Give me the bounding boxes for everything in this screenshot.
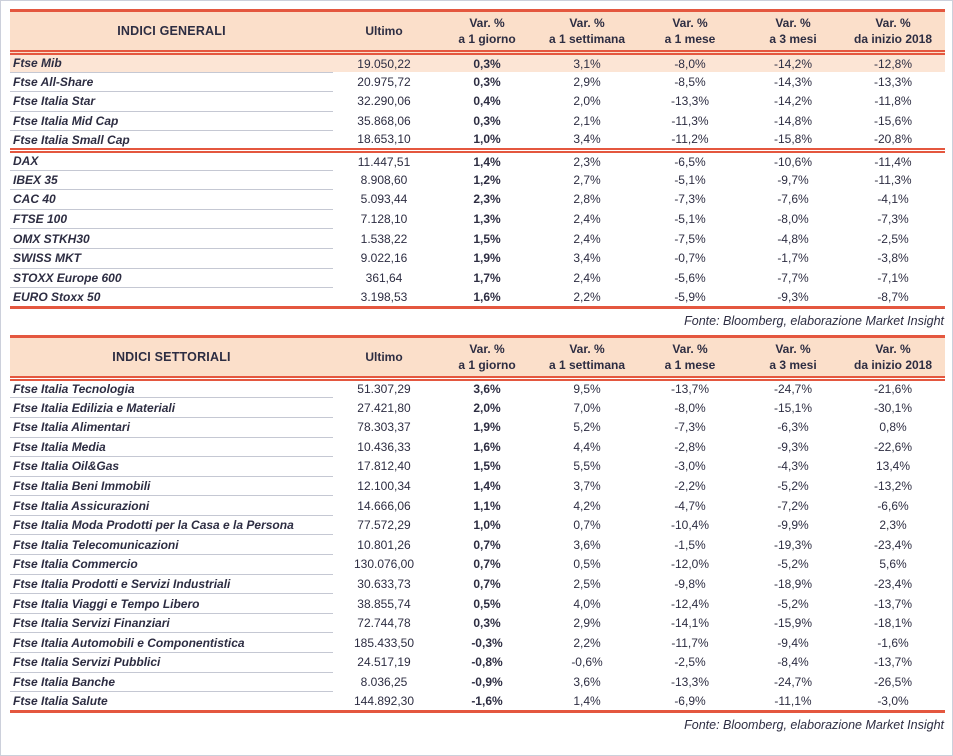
- var-1-giorno-cell: -0,8%: [471, 655, 503, 670]
- var-inizio-2018-cell: -7,3%: [877, 212, 909, 227]
- var-inizio-2018-cell: -11,3%: [874, 172, 912, 187]
- column-header-line1: Var. %: [775, 341, 811, 356]
- table-row: [10, 476, 945, 496]
- index-name-cell: CAC 40: [10, 190, 333, 210]
- var-1-settimana-cell: 0,7%: [573, 518, 601, 533]
- var-3-mesi-cell: -5,2%: [777, 557, 809, 572]
- var-1-giorno-cell: 0,5%: [473, 596, 501, 611]
- var-1-settimana-cell: 2,2%: [573, 289, 601, 304]
- var-1-mese-cell: -6,9%: [674, 693, 706, 708]
- ultimo-value-cell: 72.744,78: [357, 616, 411, 631]
- var-1-mese-cell: -13,3%: [670, 674, 710, 689]
- var-1-giorno-cell: 1,4%: [473, 478, 501, 493]
- table-row: [10, 131, 945, 151]
- ultimo-value-cell: 10.436,33: [357, 439, 411, 454]
- var-1-settimana-cell: 2,4%: [573, 231, 601, 246]
- var-1-mese-cell: -4,7%: [674, 498, 706, 513]
- var-inizio-2018-cell: 13,4%: [875, 459, 911, 474]
- indici-generali-table: [10, 9, 945, 309]
- column-header-var-1-mese: [635, 336, 745, 378]
- table-row: [10, 288, 945, 308]
- table-row: [10, 613, 945, 633]
- ultimo-value-cell: 18.653,10: [357, 132, 411, 147]
- var-inizio-2018-cell: 2,3%: [879, 518, 907, 533]
- var-1-giorno-cell: 1,5%: [473, 231, 501, 246]
- column-header-line2: a 1 settimana: [548, 32, 626, 46]
- table-row: [10, 248, 945, 268]
- var-3-mesi-cell: -9,3%: [777, 439, 809, 454]
- var-1-mese-cell: -5,9%: [674, 289, 706, 304]
- table-row: [10, 72, 945, 92]
- var-1-settimana-cell: 7,0%: [573, 400, 601, 415]
- ultimo-value-cell: 361,64: [365, 270, 403, 285]
- var-inizio-2018-cell: -30,1%: [873, 400, 913, 415]
- var-1-giorno-cell: -1,6%: [471, 693, 503, 708]
- var-1-settimana-cell: 2,8%: [573, 192, 601, 207]
- ultimo-value-cell: 144.892,30: [353, 693, 415, 708]
- table-row: [10, 594, 945, 614]
- var-inizio-2018-cell: -13,7%: [873, 655, 913, 670]
- table-title-indici-generali: INDICI GENERALI: [10, 11, 333, 53]
- index-name-cell: Ftse Italia Commercio: [10, 555, 333, 575]
- indici-settoriali-table: [10, 335, 945, 713]
- var-inizio-2018-cell: -3,0%: [877, 693, 909, 708]
- index-name-cell: Ftse Italia Star: [10, 92, 333, 112]
- var-1-giorno-cell: 2,0%: [473, 400, 501, 415]
- var-1-giorno-cell: 1,7%: [473, 270, 501, 285]
- var-1-settimana-cell: 2,5%: [573, 576, 601, 591]
- table-row: [10, 437, 945, 457]
- var-1-settimana-cell: 3,7%: [573, 478, 601, 493]
- var-1-mese-cell: -8,5%: [674, 74, 706, 89]
- column-header-ultimo: Ultimo: [333, 11, 435, 53]
- table-row: [10, 111, 945, 131]
- var-1-giorno-cell: 1,2%: [473, 172, 501, 187]
- var-3-mesi-cell: -24,7%: [773, 674, 813, 689]
- index-name-cell: Ftse Italia Small Cap: [13, 132, 130, 147]
- var-3-mesi-cell: -9,9%: [777, 518, 809, 533]
- var-1-settimana-cell: 3,4%: [573, 132, 601, 147]
- var-1-settimana-cell: 2,2%: [573, 635, 601, 650]
- ultimo-value-cell: 78.303,37: [357, 420, 411, 435]
- var-3-mesi-cell: -15,8%: [773, 132, 813, 147]
- var-1-giorno-cell: -0,9%: [471, 674, 503, 689]
- var-1-mese-cell: -3,0%: [674, 459, 706, 474]
- column-header-line2: a 3 mesi: [769, 357, 817, 372]
- var-1-mese-cell: -2,8%: [674, 439, 706, 454]
- var-1-settimana-cell: 1,4%: [573, 693, 601, 708]
- table-row: [10, 53, 945, 73]
- var-3-mesi-cell: -14,8%: [773, 114, 813, 129]
- var-1-giorno-cell: 3,6%: [473, 382, 501, 397]
- sector-indices-group: [10, 378, 945, 711]
- column-header-ultimo: Ultimo: [333, 336, 435, 378]
- column-header-line1: Var. %: [672, 341, 708, 356]
- table-row: [10, 170, 945, 190]
- index-name-cell: OMX STKH30: [10, 229, 333, 249]
- index-name-cell: Ftse Italia Viaggi e Tempo Libero: [10, 594, 333, 614]
- ultimo-value-cell: 9.022,16: [360, 251, 408, 266]
- ultimo-value-cell: 27.421,80: [357, 400, 411, 415]
- var-inizio-2018-cell: -13,7%: [873, 596, 913, 611]
- var-3-mesi-cell: -7,6%: [777, 192, 809, 207]
- var-1-mese-cell: -11,7%: [671, 635, 709, 650]
- column-header-line2: da inizio 2018: [853, 32, 933, 46]
- var-3-mesi-cell: -5,2%: [777, 596, 809, 611]
- var-1-settimana-cell: 2,0%: [573, 94, 601, 109]
- var-1-settimana-cell: 2,1%: [573, 114, 601, 129]
- table-row: [10, 92, 945, 112]
- var-1-settimana-cell: 2,9%: [573, 616, 601, 631]
- var-1-giorno-cell: 0,3%: [473, 114, 501, 129]
- table-row: [10, 150, 945, 170]
- var-1-settimana-cell: 3,1%: [539, 53, 635, 73]
- var-1-mese-cell: -7,3%: [674, 192, 706, 207]
- table-row: [10, 209, 945, 229]
- var-1-giorno-cell: 1,3%: [473, 212, 501, 227]
- var-3-mesi-cell: -8,4%: [777, 655, 809, 670]
- var-1-settimana-cell: 3,6%: [573, 537, 601, 552]
- index-name-cell: Ftse Italia Servizi Finanziari: [10, 613, 333, 633]
- index-name-cell: Ftse Italia Servizi Pubblici: [10, 653, 333, 673]
- var-1-settimana-cell: 5,2%: [573, 420, 601, 435]
- column-header-line2: a 1 giorno: [458, 357, 516, 372]
- var-inizio-2018-cell: 5,6%: [879, 557, 907, 572]
- var-1-settimana-cell: 3,6%: [573, 674, 601, 689]
- var-3-mesi-cell: -9,3%: [777, 289, 809, 304]
- var-1-mese-cell: -11,2%: [671, 132, 709, 147]
- var-1-mese-cell: -8,0%: [674, 400, 706, 415]
- source-note-1: Fonte: Bloomberg, elaborazione Market Insight: [684, 313, 944, 328]
- var-1-giorno-cell: 0,3%: [473, 74, 501, 89]
- table-row: [10, 633, 945, 653]
- table-row: [10, 555, 945, 575]
- var-inizio-2018-cell: -22,6%: [873, 439, 913, 454]
- var-3-mesi-cell: -10,6%: [773, 154, 813, 169]
- ultimo-value-cell: 38.855,74: [357, 596, 411, 611]
- var-3-mesi-cell: -4,3%: [777, 459, 809, 474]
- index-name-cell: Ftse Italia Mid Cap: [10, 111, 333, 131]
- column-header-line2: a 1 settimana: [548, 357, 626, 372]
- table-row: [10, 653, 945, 673]
- var-inizio-2018-cell: -12,8%: [841, 53, 945, 73]
- index-name-cell: Ftse Italia Salute: [13, 694, 108, 709]
- column-header-line1: Var. %: [569, 16, 605, 30]
- column-header-var-1-settimana: [539, 11, 635, 53]
- column-header-line1: Var. %: [875, 16, 911, 30]
- var-inizio-2018-cell: -1,6%: [877, 635, 909, 650]
- indici-settoriali-header: [10, 336, 945, 378]
- var-1-mese-cell: -12,0%: [670, 557, 710, 572]
- column-header-line2: a 3 mesi: [769, 32, 817, 46]
- column-header-var-1-giorno: [435, 11, 539, 53]
- column-header-var-1-mese: [635, 11, 745, 53]
- var-inizio-2018-cell: -15,6%: [873, 114, 913, 129]
- column-header-var-1-giorno: [435, 336, 539, 378]
- ultimo-value-cell: 12.100,34: [357, 478, 411, 493]
- var-1-settimana-cell: 9,5%: [573, 382, 601, 397]
- var-3-mesi-cell: -9,4%: [777, 635, 809, 650]
- column-header-line2: a 1 giorno: [458, 32, 516, 46]
- var-inizio-2018-cell: -21,6%: [873, 382, 913, 397]
- column-header-var-inizio-2018: [841, 11, 945, 53]
- table-row: [10, 535, 945, 555]
- var-inizio-2018-cell: -18,1%: [873, 616, 913, 631]
- var-3-mesi-cell: -14,2%: [773, 94, 813, 109]
- var-3-mesi-cell: -19,3%: [773, 537, 813, 552]
- var-3-mesi-cell: -9,7%: [777, 172, 809, 187]
- var-1-mese-cell: -2,5%: [674, 655, 706, 670]
- table-row: [10, 692, 945, 712]
- var-1-giorno-cell: 1,5%: [473, 459, 501, 474]
- ultimo-value-cell: 7.128,10: [360, 212, 408, 227]
- var-inizio-2018-cell: -26,5%: [873, 674, 913, 689]
- table-row: [10, 417, 945, 437]
- table-row: [10, 398, 945, 418]
- table-row: [10, 496, 945, 516]
- var-1-giorno-cell: 2,3%: [473, 192, 501, 207]
- var-1-giorno-cell: 1,4%: [473, 154, 501, 169]
- index-name-cell: EURO Stoxx 50: [13, 289, 101, 304]
- ultimo-value-cell: 19.050,22: [333, 53, 435, 73]
- var-3-mesi-cell: -14,3%: [773, 74, 813, 89]
- var-1-mese-cell: -7,5%: [674, 231, 706, 246]
- var-3-mesi-cell: -7,2%: [777, 498, 809, 513]
- var-3-mesi-cell: -6,3%: [777, 420, 809, 435]
- ultimo-value-cell: 51.307,29: [357, 382, 411, 397]
- table-row: [10, 515, 945, 535]
- var-1-mese-cell: -12,4%: [670, 596, 710, 611]
- var-inizio-2018-cell: -23,4%: [873, 537, 913, 552]
- var-1-settimana-cell: 4,2%: [573, 498, 601, 513]
- ultimo-value-cell: 11.447,51: [357, 154, 411, 169]
- var-inizio-2018-cell: -23,4%: [873, 576, 913, 591]
- ultimo-value-cell: 14.666,06: [357, 498, 411, 513]
- column-header-line1: Var. %: [469, 341, 505, 356]
- var-1-mese-cell: -9,8%: [674, 576, 706, 591]
- var-1-settimana-cell: 0,5%: [573, 557, 601, 572]
- column-header-line1: Var. %: [775, 16, 811, 30]
- var-1-mese-cell: -10,4%: [670, 518, 710, 533]
- index-name-cell: Ftse Italia Media: [10, 437, 333, 457]
- var-1-mese-cell: -8,0%: [635, 53, 745, 73]
- index-name-cell: IBEX 35: [10, 170, 333, 190]
- var-3-mesi-cell: -15,9%: [773, 616, 813, 631]
- var-1-mese-cell: -6,5%: [674, 154, 706, 169]
- var-1-mese-cell: -0,7%: [674, 251, 706, 266]
- column-header-line2: da inizio 2018: [853, 357, 933, 372]
- index-name-cell: FTSE 100: [10, 209, 333, 229]
- european-indices-group: [10, 150, 945, 307]
- var-1-mese-cell: -5,1%: [674, 212, 706, 227]
- ultimo-value-cell: 24.517,19: [357, 655, 411, 670]
- var-1-settimana-cell: 2,4%: [573, 212, 601, 227]
- var-inizio-2018-cell: -20,8%: [873, 132, 913, 147]
- var-3-mesi-cell: -18,9%: [773, 576, 813, 591]
- table-row: [10, 268, 945, 288]
- index-name-cell: Ftse Italia Automobili e Componentistica: [10, 633, 333, 653]
- table-row: [10, 574, 945, 594]
- var-1-mese-cell: -1,5%: [674, 537, 706, 552]
- var-1-giorno-cell: 0,7%: [473, 537, 501, 552]
- var-1-giorno-cell: 1,0%: [473, 518, 501, 533]
- ultimo-value-cell: 35.868,06: [357, 114, 411, 129]
- ultimo-value-cell: 8.036,25: [360, 674, 408, 689]
- var-3-mesi-cell: -24,7%: [773, 382, 813, 397]
- index-name-cell: SWISS MKT: [10, 248, 333, 268]
- source-note-2: Fonte: Bloomberg, elaborazione Market Insight: [684, 717, 944, 732]
- table-row: [10, 229, 945, 249]
- column-header-line1: Var. %: [569, 341, 605, 356]
- ultimo-value-cell: 8.908,60: [360, 172, 408, 187]
- var-1-settimana-cell: 4,0%: [573, 596, 601, 611]
- var-1-giorno-cell: -0,3%: [471, 635, 503, 650]
- ultimo-value-cell: 32.290,06: [357, 94, 411, 109]
- table-row: [10, 672, 945, 692]
- var-1-giorno-cell: 1,9%: [473, 420, 501, 435]
- index-name-cell: Ftse Italia Banche: [10, 672, 333, 692]
- column-header-var-3-mesi: [745, 11, 841, 53]
- var-1-mese-cell: -2,2%: [674, 478, 706, 493]
- column-header-line2: a 1 mese: [664, 32, 716, 46]
- index-name-cell: Ftse Italia Beni Immobili: [10, 476, 333, 496]
- index-name-cell: Ftse Italia Telecomunicazioni: [10, 535, 333, 555]
- var-1-settimana-cell: 2,4%: [573, 270, 601, 285]
- column-header-line1: Var. %: [469, 16, 505, 30]
- index-name-cell: Ftse Italia Oil&Gas: [10, 457, 333, 477]
- var-1-mese-cell: -11,3%: [671, 114, 709, 129]
- column-header-var-inizio-2018: [841, 336, 945, 378]
- ultimo-value-cell: 185.433,50: [353, 635, 415, 650]
- var-1-settimana-cell: 2,3%: [573, 154, 601, 169]
- var-3-mesi-cell: -8,0%: [777, 212, 809, 227]
- ultimo-value-cell: 10.801,26: [357, 537, 411, 552]
- var-1-mese-cell: -7,3%: [674, 420, 706, 435]
- var-1-settimana-cell: 5,5%: [573, 459, 601, 474]
- var-inizio-2018-cell: -11,8%: [874, 94, 912, 109]
- var-1-settimana-cell: 4,4%: [573, 439, 601, 454]
- index-name-cell: Ftse Italia Assicurazioni: [10, 496, 333, 516]
- var-inizio-2018-cell: 0,8%: [879, 420, 907, 435]
- table-row: [10, 190, 945, 210]
- var-3-mesi-cell: -14,2%: [745, 53, 841, 73]
- var-1-mese-cell: -13,3%: [670, 94, 710, 109]
- var-1-giorno-cell: 1,0%: [473, 132, 501, 147]
- var-inizio-2018-cell: -7,1%: [877, 270, 909, 285]
- ultimo-value-cell: 30.633,73: [357, 576, 411, 591]
- index-name-cell: DAX: [10, 150, 333, 170]
- table-row: [10, 378, 945, 398]
- ultimo-value-cell: 77.572,29: [357, 518, 411, 533]
- var-3-mesi-cell: -5,2%: [777, 478, 809, 493]
- ultimo-value-cell: 20.975,72: [357, 74, 411, 89]
- index-name-cell: Ftse Mib: [10, 53, 333, 73]
- var-inizio-2018-cell: -13,2%: [873, 478, 913, 493]
- column-header-line1: Var. %: [672, 16, 708, 30]
- var-inizio-2018-cell: -4,1%: [877, 192, 909, 207]
- column-header-line1: Var. %: [875, 341, 911, 356]
- index-name-cell: Ftse Italia Alimentari: [10, 417, 333, 437]
- var-1-settimana-cell: -0,6%: [571, 655, 603, 670]
- var-3-mesi-cell: -11,1%: [774, 693, 812, 708]
- var-inizio-2018-cell: -6,6%: [877, 498, 909, 513]
- table-title-indici-settoriali: INDICI SETTORIALI: [10, 336, 333, 378]
- var-1-giorno-cell: 0,3%: [435, 53, 539, 73]
- index-name-cell: Ftse Italia Moda Prodotti per la Casa e la Persona: [10, 515, 333, 535]
- index-name-cell: Ftse Italia Edilizia e Materiali: [10, 398, 333, 418]
- index-name-cell: Ftse Italia Tecnologia: [10, 378, 333, 398]
- index-name-cell: STOXX Europe 600: [10, 268, 333, 288]
- var-1-mese-cell: -5,6%: [674, 270, 706, 285]
- table-row: [10, 457, 945, 477]
- var-1-giorno-cell: 1,1%: [473, 498, 501, 513]
- ultimo-value-cell: 5.093,44: [360, 192, 408, 207]
- var-inizio-2018-cell: -8,7%: [877, 289, 909, 304]
- var-3-mesi-cell: -7,7%: [777, 270, 809, 285]
- ultimo-value-cell: 1.538,22: [360, 231, 408, 246]
- ultimo-value-cell: 130.076,00: [353, 557, 415, 572]
- index-name-cell: Ftse Italia Prodotti e Servizi Industriali: [10, 574, 333, 594]
- var-inizio-2018-cell: -13,3%: [873, 74, 913, 89]
- var-1-settimana-cell: 2,7%: [573, 172, 601, 187]
- var-3-mesi-cell: -4,8%: [777, 231, 809, 246]
- var-1-settimana-cell: 3,4%: [573, 251, 601, 266]
- column-header-line2: a 1 mese: [664, 357, 716, 372]
- indici-generali-header: [10, 11, 945, 53]
- var-1-giorno-cell: 1,6%: [473, 289, 501, 304]
- var-1-giorno-cell: 0,7%: [473, 557, 501, 572]
- var-1-giorno-cell: 0,3%: [473, 616, 501, 631]
- column-header-var-1-settimana: [539, 336, 635, 378]
- ultimo-value-cell: 3.198,53: [360, 289, 408, 304]
- var-1-mese-cell: -14,1%: [670, 616, 710, 631]
- var-1-mese-cell: -5,1%: [674, 172, 706, 187]
- var-1-giorno-cell: 0,7%: [473, 576, 501, 591]
- var-1-giorno-cell: 1,6%: [473, 439, 501, 454]
- var-3-mesi-cell: -1,7%: [777, 251, 809, 266]
- var-inizio-2018-cell: -11,4%: [874, 154, 912, 169]
- index-name-cell: Ftse All-Share: [10, 72, 333, 92]
- column-header-var-3-mesi: [745, 336, 841, 378]
- var-1-settimana-cell: 2,9%: [573, 74, 601, 89]
- var-1-giorno-cell: 0,4%: [473, 94, 501, 109]
- var-3-mesi-cell: -15,1%: [773, 400, 813, 415]
- ultimo-value-cell: 17.812,40: [357, 459, 411, 474]
- var-1-giorno-cell: 1,9%: [473, 251, 501, 266]
- ftse-italia-indices-group: [10, 53, 945, 151]
- var-1-mese-cell: -13,7%: [670, 382, 710, 397]
- var-inizio-2018-cell: -2,5%: [877, 231, 909, 246]
- var-inizio-2018-cell: -3,8%: [877, 251, 909, 266]
